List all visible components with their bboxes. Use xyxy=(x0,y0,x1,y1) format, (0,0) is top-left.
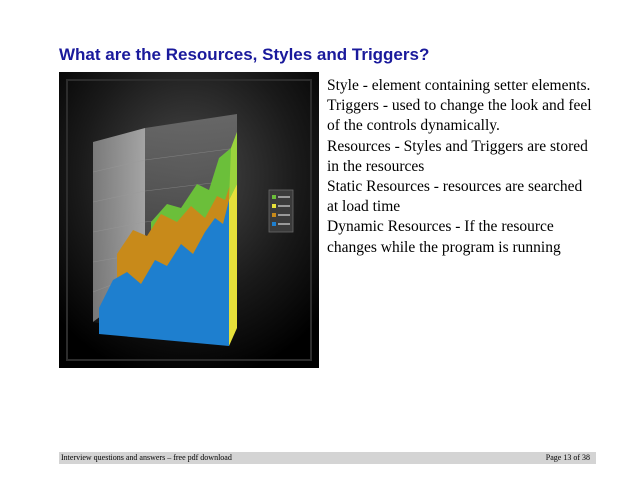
chart-yellow-side-face xyxy=(229,184,237,346)
chart-screenshot-image xyxy=(59,72,319,368)
chart-screenshot-illustration xyxy=(59,72,319,368)
bullet-style: Style - element containing setter elements. xyxy=(327,77,591,94)
bullet-dynamic-resources: Dynamic Resources - If the resource changes while the program is running xyxy=(327,218,561,256)
slide-bullet-list xyxy=(327,76,597,258)
slide-title: What are the Resources, Styles and Triggers? xyxy=(59,45,430,64)
page-footer xyxy=(59,452,596,464)
bullet-static-resources: Static Resources - resources are searched at load time xyxy=(327,178,583,216)
bullet-resources: Resources - Styles and Triggers are stored in the resources xyxy=(327,137,588,175)
bullet-triggers: Triggers - used to change the look and feel of the controls dynamically. xyxy=(327,97,592,135)
chart-legend xyxy=(269,190,293,232)
footer-source-text: Interview questions and answers – free pdf download xyxy=(61,453,232,462)
footer-page-number: Page 13 of 38 xyxy=(545,453,590,462)
